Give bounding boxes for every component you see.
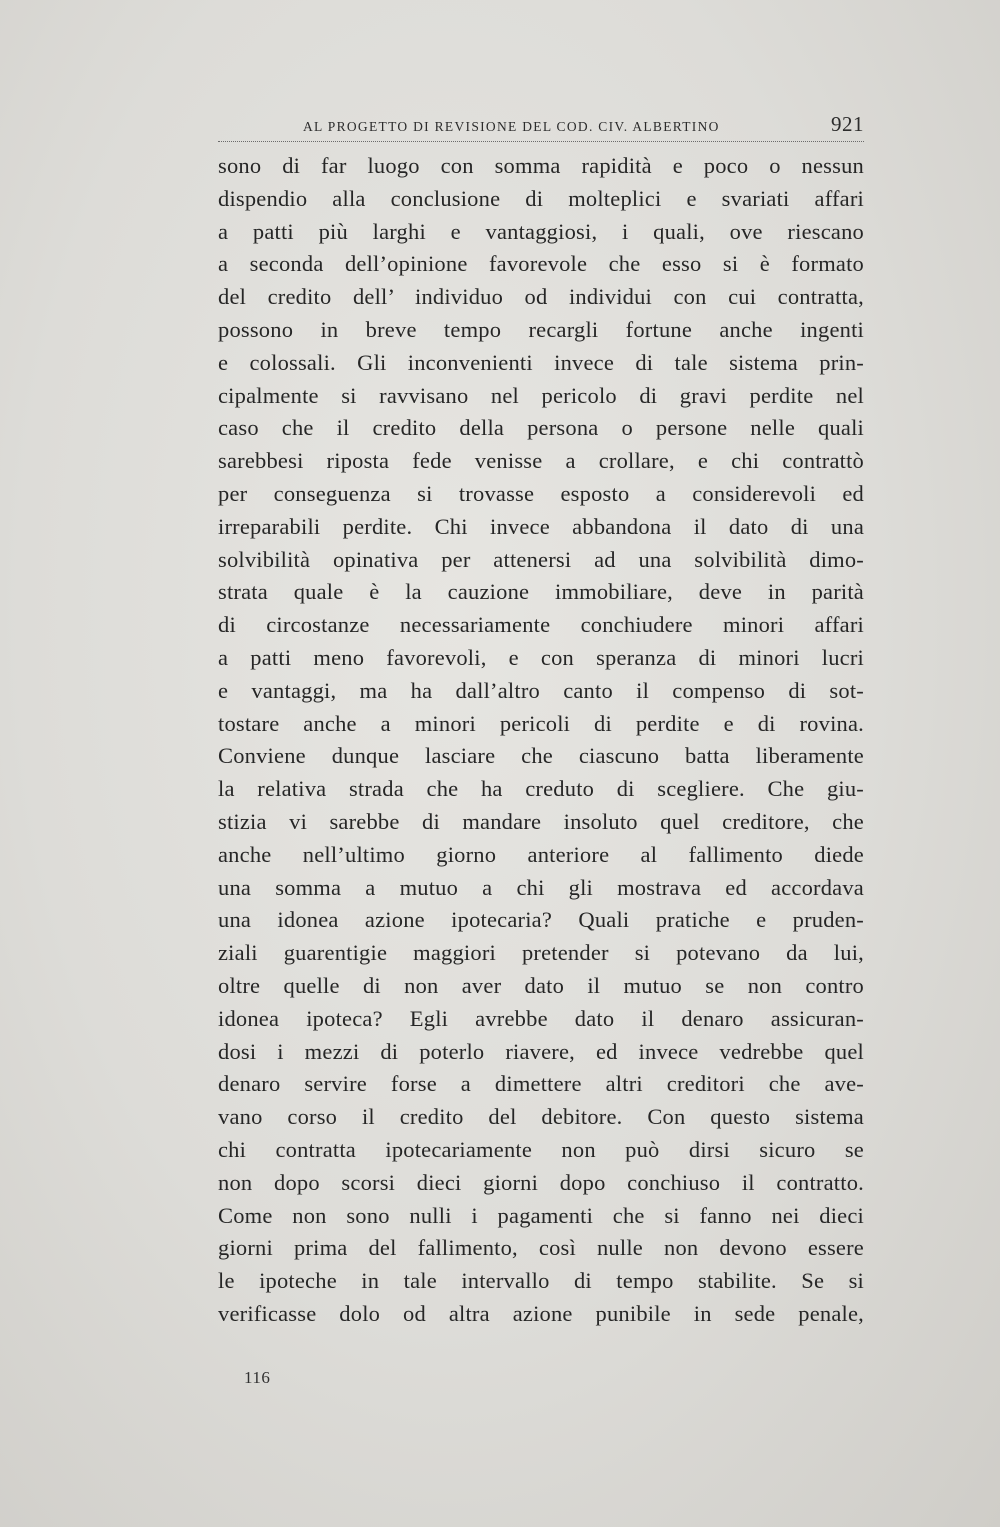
text-line: anche nell’ultimo giorno anteriore al fallimento diede (218, 841, 864, 867)
text-line: e vantaggi, ma ha dall’altro canto il compenso di sot- (218, 677, 864, 703)
text-line: cipalmente si ravvisano nel pericolo di gravi perdite nel (218, 382, 864, 408)
text-line: denaro servire forse a dimettere altri creditori che ave- (218, 1071, 864, 1097)
text-line: sarebbesi riposta fede venisse a crollare, e chi contrattò (218, 448, 864, 474)
text-line: a patti meno favorevoli, e con speranza di minori lucri (218, 644, 864, 670)
text-line: irreparabili perdite. Chi invece abbandona il dato di una (218, 513, 864, 539)
text-line: strata quale è la cauzione immobiliare, deve in parità (218, 579, 864, 605)
text-line: giorni prima del fallimento, così nulle non devono essere (218, 1235, 864, 1261)
running-header-title: AL PROGETTO DI REVISIONE DEL COD. CIV. ALBERTINO (303, 119, 720, 134)
text-line: sono di far luogo con somma rapidità e poco o nessun (218, 153, 864, 178)
page-number: 921 (831, 112, 864, 136)
text-line: ziali guarentigie maggiori pretender si potevano da lui, (218, 940, 864, 966)
text-line: la relativa strada che ha creduto di scegliere. Che giu- (218, 776, 864, 802)
text-line: stizia vi sarebbe di mandare insoluto quel creditore, che (218, 808, 864, 834)
text-line: e colossali. Gli inconvenienti invece di tale sistema prin- (218, 349, 864, 375)
text-line: del credito dell’ individuo od individui con cui contratta, (218, 284, 864, 310)
text-line: a seconda dell’opinione favorevole che esso si è formato (218, 251, 864, 277)
text-line: idonea ipoteca? Egli avrebbe dato il denaro assicuran- (218, 1005, 864, 1031)
text-line: una idonea azione ipotecaria? Quali pratiche e pruden- (218, 907, 864, 933)
text-line: a patti più larghi e vantaggiosi, i quali, ove riescano (218, 218, 864, 244)
header-divider (218, 141, 864, 142)
signature-mark: 116 (244, 1368, 271, 1387)
text-line: chi contratta ipotecariamente non può dirsi sicuro se (218, 1136, 864, 1162)
text-line: Conviene dunque lasciare che ciascuno batta liberamente (218, 743, 864, 769)
text-line: una somma a mutuo a chi gli mostrava ed accordava (218, 874, 864, 900)
text-line: verificasse dolo od altra azione punibile in sede penale, (218, 1300, 864, 1326)
text-line: per conseguenza si trovasse esposto a considerevoli ed (218, 480, 864, 506)
text-line: oltre quelle di non aver dato il mutuo se non contro (218, 972, 864, 998)
text-line: solvibilità opinativa per attenersi ad una solvibilità dimo- (218, 546, 864, 572)
text-line: caso che il credito della persona o persone nelle quali (218, 415, 864, 441)
text-line: possono in breve tempo recargli fortune anche ingenti (218, 316, 864, 342)
text-line: vano corso il credito del debitore. Con questo sistema (218, 1104, 864, 1130)
body-paragraph (218, 150, 864, 1331)
text-line: Come non sono nulli i pagamenti che si fanno nei dieci (218, 1202, 864, 1228)
text-line: tostare anche a minori pericoli di perdite e di rovina. (218, 710, 864, 736)
text-line: non dopo scorsi dieci giorni dopo conchiuso il contratto. (218, 1169, 864, 1195)
text-line: di circostanze necessariamente conchiudere minori affari (218, 612, 864, 638)
text-line: le ipoteche in tale intervallo di tempo stabilite. Se si (218, 1268, 864, 1294)
text-line: dosi i mezzi di poterlo riavere, ed invece vedrebbe quel (218, 1038, 864, 1064)
text-line: dispendio alla conclusione di molteplici e svariati affari (218, 185, 864, 211)
running-header (218, 112, 864, 140)
